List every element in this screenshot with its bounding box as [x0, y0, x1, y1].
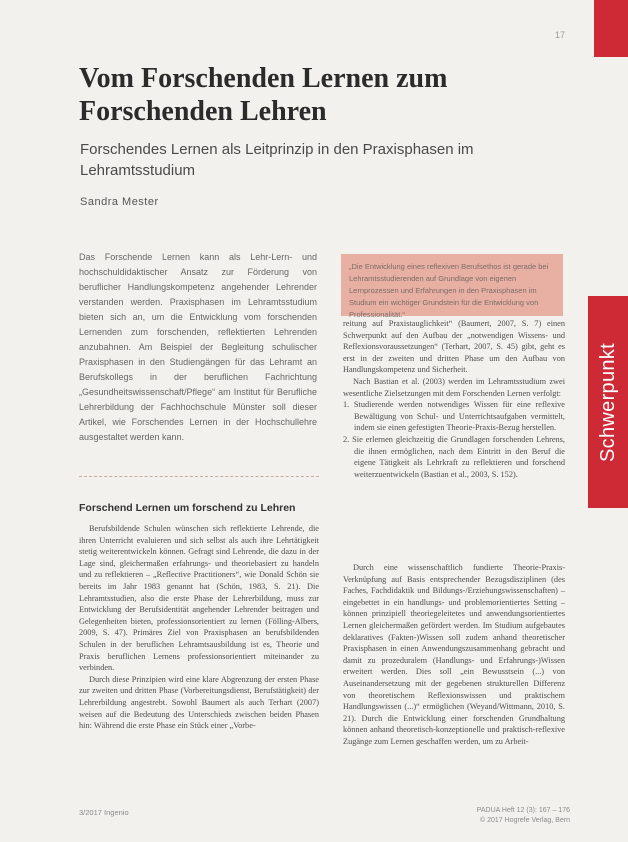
paragraph: Berufsbildende Schulen wünschen sich reflektierte Lehrende, die ihren Unterricht evaluieren und sich selbst als auch ihre Lehrtätigkeit stetig weiterentwickeln können. Gefragt sind Lehrende, die dazu in der Lage sind, gleichermaßen erfahrungs- und theoriebasiert zu handeln und zu reflektieren – „Reflective Practitioners“, wie Donald Schön sie bereits im Jahr 1983 genannt hat (Schön, 1983, S. 21). Die Lehramtsstudien, also die erste Phase der Lehrerbildung, muss zur Entwicklung der Berufsidentität angehender Lehrender beitragen und Gelegenheiten bieten, professionsorientiert zu lernen (Fölling-Albers, 2009, S. 47). Primäres Ziel von Praxisphasen an berufsbildenden Schulen in der beruflichen Lehramtsausbildung ist es, Theorie und Praxis beruflichen Lernens professionsorientiert miteinander zu verbinden. [79, 524, 319, 673]
section-side-label: Schwerpunkt [596, 342, 619, 462]
footer-citation: PADUA Heft 12 (3): 167 – 176 [476, 807, 570, 814]
article-title: Vom Forschenden Lernen zum Forschenden Lehren [79, 63, 448, 127]
footer-left: 3/2017 Ingenio [79, 808, 129, 817]
body-column-left [79, 523, 319, 732]
article-author: Sandra Mester [80, 196, 159, 208]
corner-color-tab [594, 0, 628, 57]
footer-right [452, 806, 570, 826]
article-abstract: Das Forschende Lernen kann als Lehr-Lern- und hochschuldidaktischer Ansatz zur Förderung von beruflicher Handlungskompetenz angehender Lehrender verstanden werden. Praxisphasen im Lehramtsstudium bieten sich an, um die Entwicklung vom forschenden Lernenden zum forschenden, reflektierten Lehrenden anzubahnen. Am Beispiel der Begleitung schulischer Praxisphasen in den Studiengängen für das Lehramt an Berufskollegs in der beruflichen Fachrichtung „Gesundheitswissenschaft/Pflege“ am Institut für Berufliche Lehrerbildung der Fachhochschule Münster soll dieser Artikel, wie Forschendes Lernen in der Hochschullehre ausgestaltet werden kann. [79, 252, 317, 442]
paragraph: reitung auf Praxistauglichkeit“ (Baumert, 2007, S. 7) einen Schwerpunkt auf den Aufbau der „notwendigen Wissens- und Reflexionsvoraussetzungen“ (Terhart, 2007, S. 45) gibt, geht es erst in der zweiten und dritten Phase um den Aufbau von Handlungskompetenz und Sicherheit. [343, 319, 565, 375]
section-side-tab [588, 296, 628, 508]
body-column-right-bottom [343, 562, 565, 748]
body-column-right-top [343, 318, 565, 480]
paragraph: Nach Bastian et al. (2003) werden im Lehramtsstudium zwei wesentliche Zielsetzungen mit dem Forschenden Lernen verfolgt: [343, 376, 565, 398]
page-number: 17 [555, 30, 566, 40]
article-subtitle: Forschendes Lernen als Leitprinzip in den Praxisphasen im Lehramtsstudium [80, 141, 474, 179]
list-item: 1. Studierende werden notwendiges Wissen für eine reflexive Bewältigung von Schul- und Unterrichtsaufgaben vermittelt, indem sie einen gefestigten Theorie-Praxis-Bezug herstellen. [343, 400, 565, 433]
pull-quote [341, 254, 563, 319]
paragraph: Durch diese Prinzipien wird eine klare Abgrenzung der ersten Phase zur zweiten und dritten Phase (Vorbereitungsdienst, Berufstätigkeit) der Lehrerbildung angestrebt. Sowohl Baumert als auch Terhart (2007) weisen auf die Bedeutung des Unterschieds zwischen beiden Phasen hin: Während die erste Phase ein Stück einer „Vorbe- [79, 674, 319, 731]
list-item: 2. Sie erlernen gleichzeitig die Grundlagen forschenden Lehrens, die ihnen ermöglichen, nach dem Eintritt in den Beruf die eigene Tätigkeit als Lehrkraft zu reflektieren und forschend weiterzuentwickeln (Bastian et al., 2003, S. 152). [343, 434, 565, 479]
pull-quote-text: „Die Entwicklung eines reflexiven Berufsethos ist gerade bei Lehramtsstudierenden auf Grundlage von eigenen Lernprozessen und Erfahrungen in den Praxisphasen im Studium ein wichtiger Grundstein für die Entwicklung von Professionalität.“ [349, 262, 549, 319]
section-divider [79, 476, 319, 477]
paragraph: Durch eine wissenschaftlich fundierte Theorie-Praxis-Verknüpfung auf Basis entsprechender Bezugsdisziplinen (des Faches, Fachdidaktik und Bildungs-/Erziehungswissenschaften) – eingebettet in ein handlungs- und problemorientiertes Setting – können prinzipiell theoriegeleitetes und anwendungsorientiertes Lernen gleichermaßen gefördert werden. Im Studium aufgebautes deklaratives (Fakten-)Wissen soll zudem anhand theoretischer Praxisphasen in einen Anwendungszusammenhang gebracht und damit zu prozeduralem (Handlungs- und Erfahrungs-)Wissen erweitert werden. Dies soll „ein Bewusstsein (...) von Auseinandersetzung mit der gegebenen strukturellen Differenz von theoretischem Reflexionswissen und praktischem Handlungswissen (...)“ ermöglichen (Weyand/Wittmann, 2010, S. 21). Durch die Entwicklung einer forschenden Grundhaltung können anhand theoretisch-konzeptionelle und praktisch-reflexive Zugänge zum Lernen geschaffen werden, um zu Arbeit- [343, 563, 565, 746]
section-heading: Forschend Lernen um forschend zu Lehren [79, 502, 296, 514]
footer-copyright: © 2017 Hogrefe Verlag, Bern [480, 817, 570, 824]
